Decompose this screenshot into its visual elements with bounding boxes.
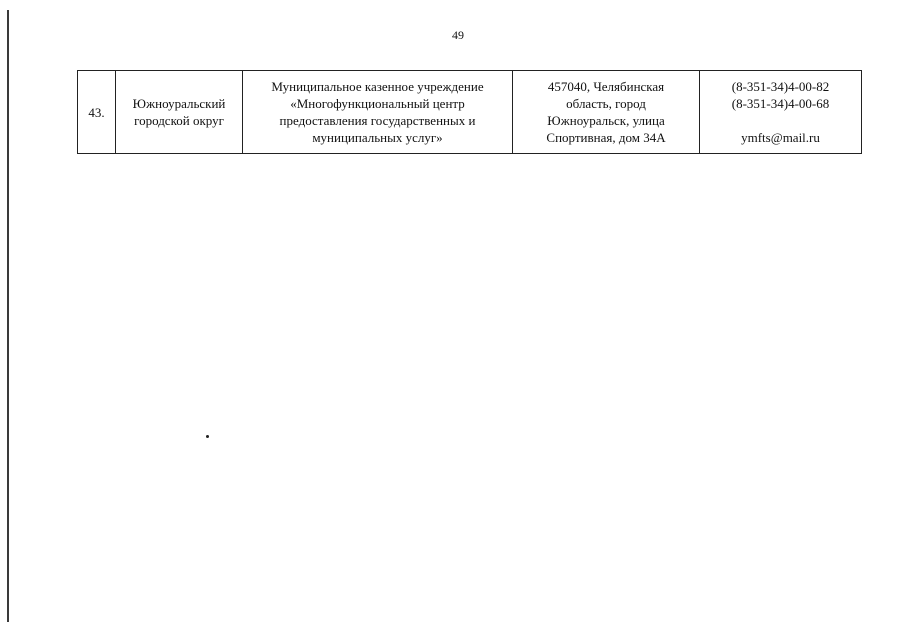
organization-line: муниципальных услуг»	[312, 130, 443, 145]
organization-line: «Многофункциональный центр	[290, 96, 465, 111]
contacts-cell	[700, 71, 862, 154]
organization-line: предоставления государственных и	[279, 113, 476, 128]
address-line: область, город	[566, 96, 646, 111]
page-number: 49	[452, 28, 464, 42]
phone-number: (8-351-34)4-00-82	[731, 79, 830, 94]
organization-line: Муниципальное казенное учреждение	[271, 79, 484, 94]
organization-cell	[243, 71, 513, 154]
row-number-cell: 43.	[78, 71, 116, 154]
phone-number: (8-351-34)4-00-68	[731, 96, 830, 111]
scan-speck	[206, 435, 209, 438]
address-line: 457040, Челябинская	[547, 79, 665, 94]
address-line: Южноуральск, улица	[547, 113, 665, 128]
email-address: ymfts@mail.ru	[741, 130, 820, 145]
district-line: городской округ	[134, 113, 224, 128]
scan-left-edge	[7, 10, 9, 622]
table-row	[78, 71, 862, 154]
district-line: Южноуральский	[132, 96, 226, 111]
district-cell	[116, 71, 243, 154]
mfc-table	[77, 70, 862, 154]
address-line: Спортивная, дом 34А	[546, 130, 666, 145]
address-cell	[513, 71, 700, 154]
spacer	[704, 112, 857, 129]
